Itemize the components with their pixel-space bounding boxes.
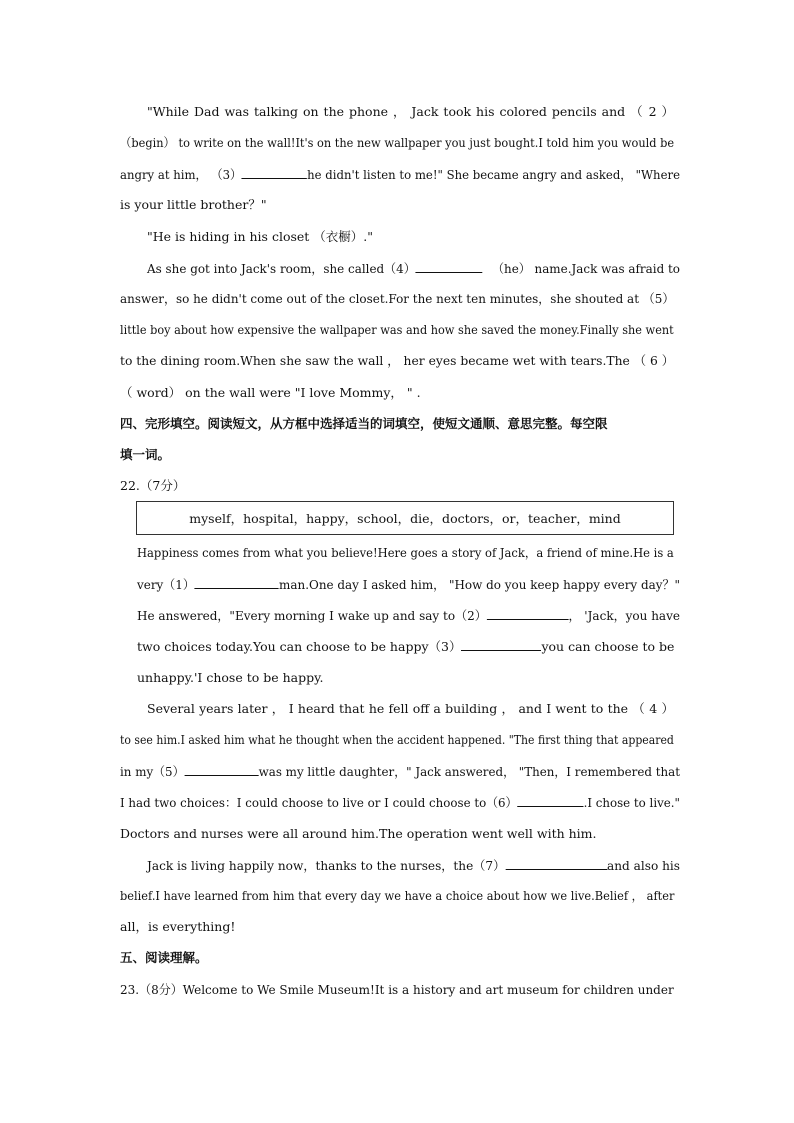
passage-line: angry at him， （3） he didn't listen to me!" She became angry and asked， "Where: [120, 167, 680, 182]
passage-line: all，is everything!: [120, 919, 236, 934]
section-heading: 五、阅读理解。: [120, 950, 208, 965]
answer-blank-4[interactable]: [416, 260, 483, 273]
passage-line: little boy about how expensive the wallpaper was and how she saved the money.Finally she went: [120, 322, 674, 337]
passage-line: in my（5） was my little daughter，" Jack answered， "Then，I remembered that: [120, 764, 680, 779]
question-number: 22.（7分）: [120, 478, 186, 493]
passage-line: two choices today.You can choose to be happy（3） you can choose to be: [137, 639, 675, 654]
passage-line: "While Dad was talking on the phone ， Jack took his colored pencils and （ 2 ）: [147, 104, 674, 119]
answer-blank-6[interactable]: [517, 794, 583, 807]
passage-line: I had two choices：I could choose to live or I could choose to（6） .I chose to live.": [120, 795, 680, 810]
section-heading: 四、完形填空。阅读短文，从方框中选择适当的词填空，使短文通顺、意思完整。每空限: [120, 416, 608, 431]
passage-line: very（1） man.One day I asked him， "How do you keep happy every day？": [137, 577, 680, 592]
answer-blank-7[interactable]: [505, 857, 607, 870]
passage-line: As she got into Jack's room，she called（4） （he） name.Jack was afraid to: [147, 261, 680, 276]
answer-blank-1[interactable]: [195, 576, 279, 589]
answer-blank-2[interactable]: [487, 607, 569, 620]
answer-blank-3[interactable]: [461, 638, 541, 651]
word-bank: myself，hospital，happy，school，die，doctors，or，teacher，mind: [189, 511, 621, 526]
passage-line: （ word） on the wall were "I love Mommy， " .: [120, 385, 421, 400]
passage-line: He answered，"Every morning I wake up and say to（2） ， 'Jack，you have: [137, 608, 680, 623]
question-line: 23.（8分）Welcome to We Smile Museum!It is a history and art museum for children under: [120, 982, 674, 997]
passage-line: to see him.I asked him what he thought when the accident happened. "The first thing that appeared: [120, 732, 674, 747]
passage-line: "He is hiding in his closet （衣橱）.": [147, 229, 373, 244]
passage-line: Jack is living happily now，thanks to the nurses，the（7） and also his: [147, 858, 680, 873]
passage-line: is your little brother？": [120, 197, 267, 212]
answer-blank-5[interactable]: [184, 763, 258, 776]
passage-line: to the dining room.When she saw the wall ， her eyes became wet with tears.The （ 6 ）: [120, 353, 675, 368]
passage-line: belief.I have learned from him that every day we have a choice about how we live.Belief ， after: [120, 888, 675, 903]
passage-line: Doctors and nurses were all around him.The operation went well with him.: [120, 826, 597, 841]
passage-line: unhappy.'I chose to be happy.: [137, 670, 324, 685]
passage-line: Several years later ， I heard that he fell off a building ， and I went to the （ 4 ）: [147, 701, 674, 716]
passage-line: answer，so he didn't come out of the closet.For the next ten minutes，she shouted at （5）: [120, 291, 675, 306]
answer-blank-3[interactable]: [242, 166, 307, 179]
passage-line: Happiness comes from what you believe!Here goes a story of Jack，a friend of mine.He is a: [137, 545, 674, 560]
section-heading: 填一词。: [120, 447, 171, 462]
word-bank-box: [136, 501, 674, 535]
passage-line: （begin） to write on the wall!It's on the new wallpaper you just bought.I told him you would be: [120, 135, 675, 150]
